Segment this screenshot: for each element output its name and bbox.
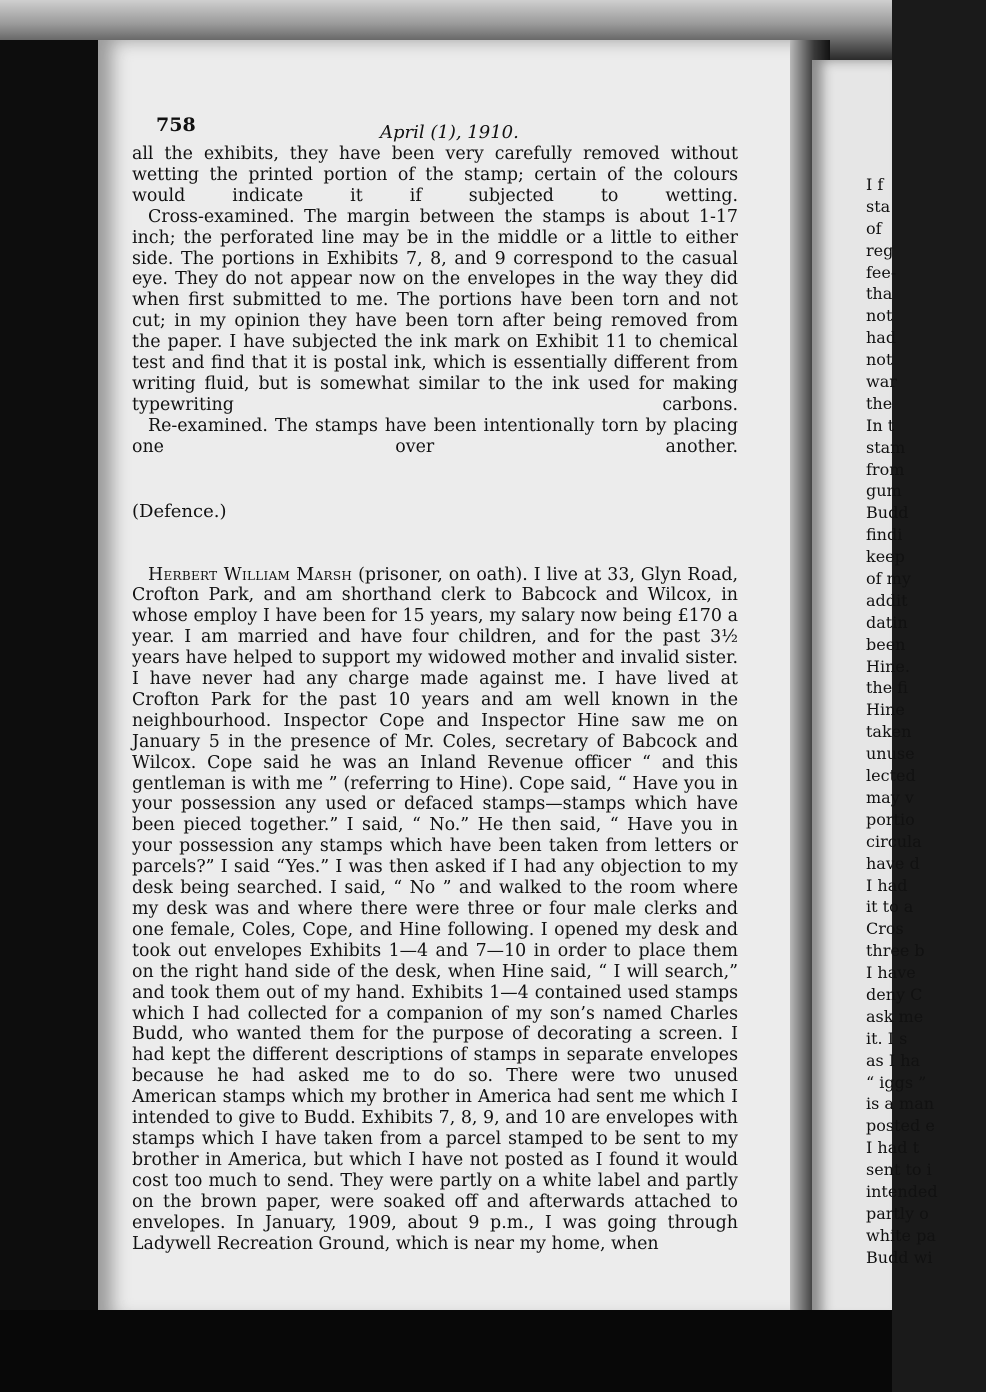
right-page-line: Hine. <box>866 656 910 676</box>
right-page-line: the fi <box>866 678 908 698</box>
right-page-line: sta <box>866 196 891 216</box>
right-page-line: it to a <box>866 897 914 917</box>
right-page-line: not <box>866 350 893 370</box>
right-page-line: deny C <box>866 984 923 1004</box>
testimony-text: (prisoner, on oath). I live at 33, Glyn Road, Crofton Park, and am shorthand clerk to Babcock and Wilcox, in whose employ I have been for 15 years, my salary now being £170 a year. I am married and have four children, and for the past 3½ years have helped to support my widowed mother and invalid sister. I have never had any charge made against me. I have lived at Crofton Park for the past 10 years and am well known in the neighbourhood. Inspector Cope and Inspector Hine saw me on January 5 in the presence of Mr. Coles, secretary of Babcock and Wilcox. Cope said he was an Inland Revenue officer “ and this gentleman is with me ” (referring to Hine). Cope said, “ Have you in your possession any used or defaced stamps—stamps which have been pieced together.” I said, “ No.” He then said, “ Have you in your possession any stamps which have been taken from letters or parcels?” I said “Yes.” I was then asked if I had any objection to my desk being searched. I said, “ No ” and walked to the room where my desk was and where there were three or four male clerks and one female, Coles, Cope, and Hine following. I opened my desk and took out envelopes Exhibits 1—4 and 7—10 in order to place them on the right hand side of the desk, when Hine said, “ I will search,” and took them out of my hand. Exhibits 1—4 contained used stamps which I had collected for a companion of my son’s named Charles Budd, who wanted them for the purpose of decorating a screen. I had kept the different descriptions of stamps in separate envelopes because he had asked me to do so. There were two unused American stamps which my brother in America had sent me which I intended to give to Budd. Exhibits 7, 8, 9, and 10 are envelopes with stamps which I have taken from a parcel stamped to be sent to my brother in America, but which I have not posted as I found it would cost too much to send. They were partly on a white label and partly on the brown paper, were soaked off and afterwards attached to envelopes. In January, 1909, about 9 p.m., I was going through Ladywell Recreation Ground, which is near my home, when <box>132 564 738 1254</box>
right-page-line: been <box>866 634 906 654</box>
right-page-line: from <box>866 459 905 479</box>
right-page-line: sent to i <box>866 1160 932 1180</box>
right-page-line: partly o <box>866 1203 929 1223</box>
right-page-line: intended <box>866 1181 938 1201</box>
right-page-line: of my <box>866 569 911 589</box>
right-page-line: “ iggs ” <box>866 1072 927 1092</box>
body-text <box>132 144 738 1254</box>
right-page-line: Budd <box>866 503 909 523</box>
right-page-line: not <box>866 306 893 326</box>
right-page-line: white pa <box>866 1225 936 1245</box>
right-page-line: have d <box>866 853 920 873</box>
page-header <box>118 108 730 144</box>
right-page-line: findi <box>866 525 903 545</box>
right-page-line: circula <box>866 831 922 851</box>
right-page-line: as I ha <box>866 1050 921 1070</box>
right-page-line: three b <box>866 941 925 961</box>
right-page-line: Budd wi <box>866 1247 933 1267</box>
right-page-line: war <box>866 372 897 392</box>
right-page-line: Hine <box>866 700 905 720</box>
paragraph-exhibits: all the exhibits, they have been very carefully removed without wetting the printed portion of the stamp; certain of the colours would indicate it if subjected to wetting. <box>132 144 738 206</box>
paragraph-testimony <box>132 565 738 1255</box>
right-page-line: lected <box>866 766 916 786</box>
right-page-line: I have <box>866 963 916 983</box>
right-page-line: datin <box>866 612 908 632</box>
right-page-line: taken <box>866 722 912 742</box>
right-page-line: may v <box>866 787 914 807</box>
running-head: April (1), 1910. <box>380 122 519 143</box>
right-page-line: keep <box>866 547 905 567</box>
right-page-line: In t <box>866 415 895 435</box>
scanner-left-margin <box>0 40 100 1320</box>
right-page-line: ask me <box>866 1006 924 1026</box>
right-page-line: reg <box>866 240 894 260</box>
speaker-name: Herbert William Marsh <box>148 564 353 585</box>
right-page-line: portio <box>866 809 915 829</box>
right-page-line: gum <box>866 481 902 501</box>
right-page-line: I had t <box>866 1138 920 1158</box>
right-page-lines <box>866 174 986 1269</box>
right-page-line: had <box>866 328 897 348</box>
paragraph-cross-examined: Cross-examined. The margin between the stamps is about 1-17 inch; the perforated line may be in the middle or a little to either side. The portions in Exhibits 7, 8, and 9 correspond to the casual eye. They do not appear now on the envelopes in the way they did when first submitted to me. The portions have been torn and not cut; in my opinion they have been torn after being removed from the paper. I have subjected the ink mark on Exhibit 11 to chemical test and find that it is postal ink, which is essentially different from writing fluid, but is somewhat similar to the ink used for making typewriting carbons. <box>132 206 738 415</box>
right-page-line: fee- <box>866 262 897 282</box>
scanner-bottom-margin <box>0 1310 892 1392</box>
page-number: 758 <box>156 114 196 136</box>
right-page-line: stam <box>866 437 906 457</box>
right-page-line: the <box>866 393 893 413</box>
right-page-line: of <box>866 218 882 238</box>
right-page-line: posted e <box>866 1116 935 1136</box>
right-page-line: it. I s <box>866 1028 908 1048</box>
right-page-line: is a man <box>866 1094 935 1114</box>
right-page-line: Cros <box>866 919 904 939</box>
right-page-line: tha <box>866 284 893 304</box>
right-page-line: I had <box>866 875 908 895</box>
book-page-left <box>98 40 798 1320</box>
book-page-right-fragment <box>812 60 938 1320</box>
page-content <box>118 108 738 1254</box>
section-heading: (Defence.) <box>132 500 227 522</box>
right-page-line: I f <box>866 175 884 194</box>
right-page-line: unuse <box>866 744 915 764</box>
right-page-line: addit <box>866 590 908 610</box>
paragraph-re-examined: Re-examined. The stamps have been intentionally torn by placing one over another. <box>132 415 738 457</box>
